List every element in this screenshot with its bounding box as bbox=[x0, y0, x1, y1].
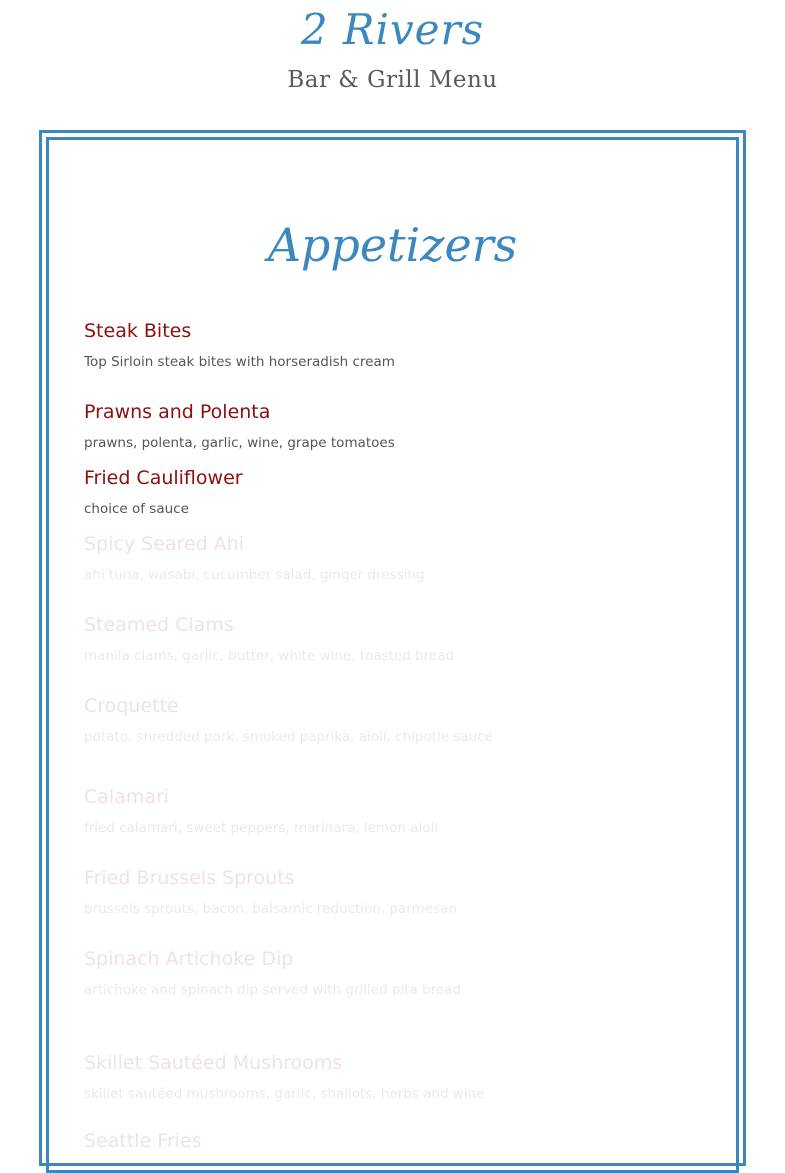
menu-item bbox=[84, 318, 704, 372]
menu-item-description: Top Sirloin steak bites with horseradish cream bbox=[84, 354, 395, 370]
menu-item bbox=[84, 465, 704, 519]
menu-item-faded bbox=[84, 946, 704, 1000]
menu-item-description: potato, shredded pork, smoked paprika, aioli, chipotle sauce bbox=[84, 729, 494, 745]
menu-item-name: Spicy Seared Ahi bbox=[84, 533, 245, 555]
menu-item-faded bbox=[84, 865, 704, 919]
menu-item-faded bbox=[84, 1050, 704, 1104]
menu-item-name: Calamari bbox=[84, 786, 170, 808]
menu-item-description: manila clams, garlic, butter, white wine, toasted bread bbox=[84, 648, 455, 664]
menu-item-faded bbox=[84, 1128, 704, 1154]
menu-item-name: Skillet Sautéed Mushrooms bbox=[84, 1052, 343, 1074]
menu-item-faded bbox=[84, 612, 704, 666]
menu-item-description: skillet sautéed mushrooms, garlic, shallots, herbs and wine bbox=[84, 1086, 485, 1102]
menu-item-name: Fried Brussels Sprouts bbox=[84, 867, 295, 889]
brand-logo: 2 Rivers bbox=[300, 5, 485, 54]
menu-item-faded bbox=[84, 531, 704, 585]
menu-item-description: ahi tuna, wasabi, cucumber salad, ginger dressing bbox=[84, 567, 425, 583]
menu-item-name: Fried Cauliflower bbox=[84, 467, 243, 489]
menu-item-name: Steamed Clams bbox=[84, 614, 234, 636]
menu-item-description: brussels sprouts, bacon, balsamic reduction, parmesan bbox=[84, 901, 457, 917]
menu-subtitle: Bar & Grill Menu bbox=[287, 67, 498, 93]
menu-item-name: Seattle Fries bbox=[84, 1130, 202, 1152]
menu-item-name: Steak Bites bbox=[84, 320, 192, 342]
menu-item-name: Prawns and Polenta bbox=[84, 401, 271, 423]
menu-item-description: prawns, polenta, garlic, wine, grape tomatoes bbox=[84, 435, 395, 451]
menu-item-name: Spinach Artichoke Dip bbox=[84, 948, 294, 970]
menu-item-faded bbox=[84, 784, 704, 838]
menu-item-name: Croquette bbox=[84, 695, 179, 717]
menu-item-faded bbox=[84, 693, 704, 747]
menu-item-description: artichoke and spinach dip served with grilled pita bread bbox=[84, 982, 462, 998]
menu-item-description: choice of sauce bbox=[84, 501, 189, 517]
menu-item bbox=[84, 399, 704, 453]
section-title-appetizers: Appetizers bbox=[267, 218, 518, 272]
menu-item-description: fried calamari, sweet peppers, marinara, lemon aioli bbox=[84, 820, 439, 836]
